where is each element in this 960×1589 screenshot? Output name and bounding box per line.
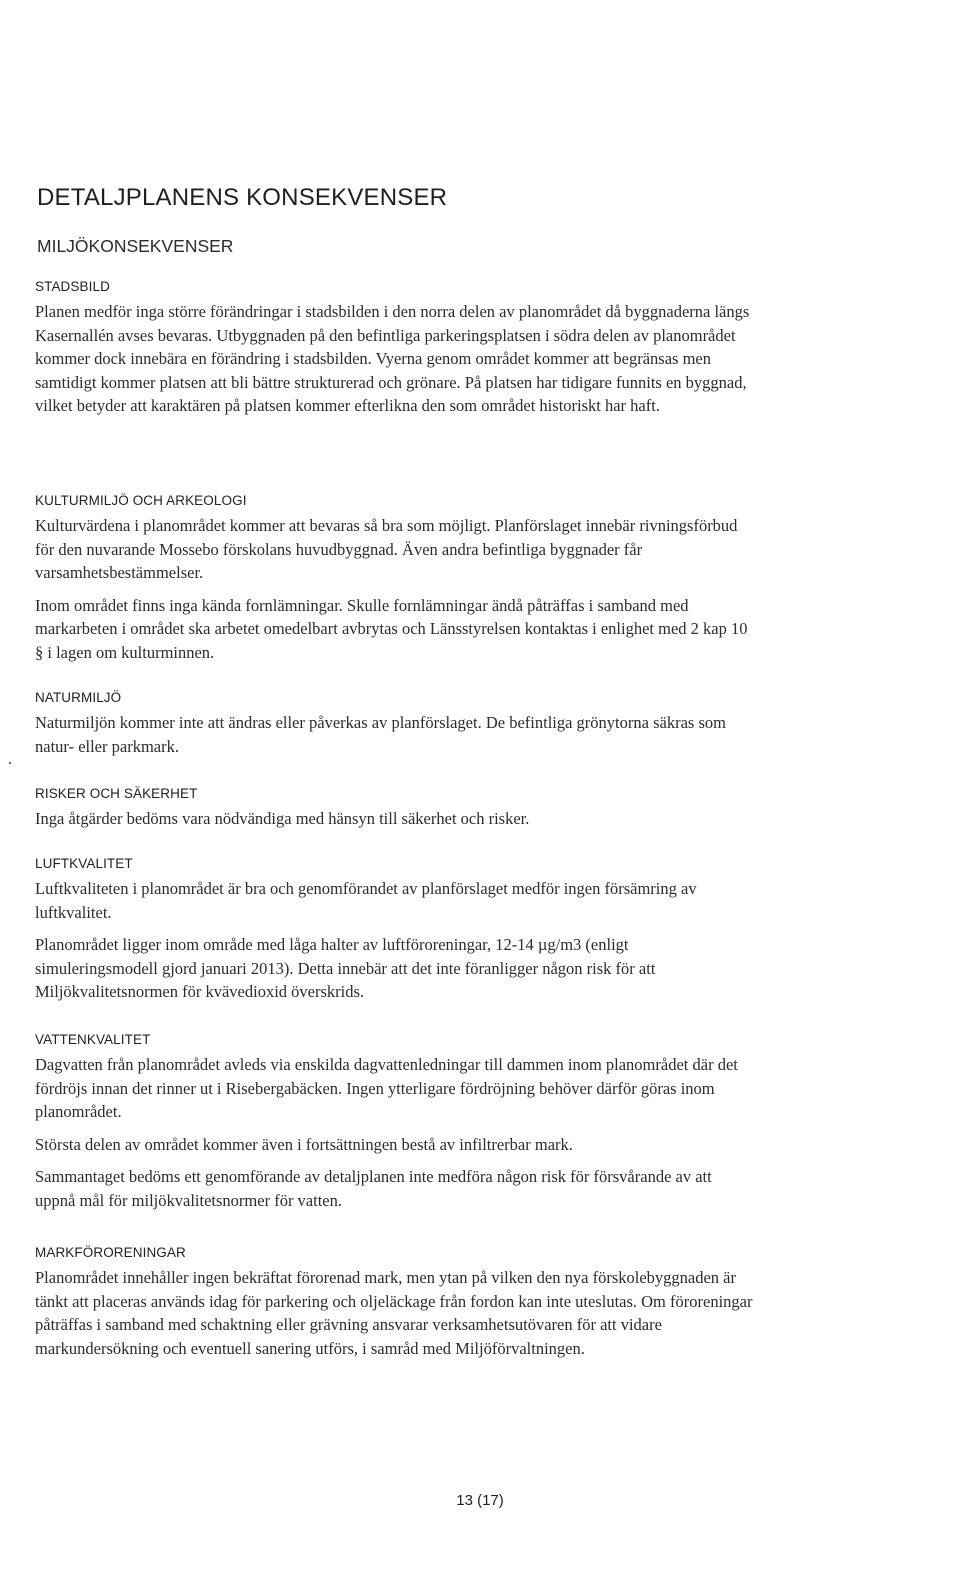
section-heading: MARKFÖRORENINGAR <box>35 1245 186 1260</box>
section-paragraph: Luftkvaliteten i planområdet är bra och genomförandet av planförslaget medför ingen försämring av luftkvalitet. <box>35 879 697 922</box>
section-paragraph: Inom området finns inga kända fornlämningar. Skulle fornlämningar ändå påträffas i samband med markarbeten i området ska arbetet omedelbart avbrytas och Länsstyrelsen kontaktas i enlighet med 2 kap 10 § i lagen om kulturminnen. <box>35 595 748 662</box>
section-heading: KULTURMILJÖ OCH ARKEOLOGI <box>35 493 247 508</box>
section-heading: LUFTKVALITET <box>35 856 133 871</box>
section-vattenkvalitet <box>35 1032 755 1213</box>
section-risker <box>35 786 755 831</box>
section-paragraph: Inga åtgärder bedöms vara nödvändiga med hänsyn till säkerhet och risker. <box>35 809 530 828</box>
section-naturmiljo <box>35 690 755 758</box>
section-stadsbild <box>35 279 755 418</box>
section-paragraph: Dagvatten från planområdet avleds via enskilda dagvattenledningar till dammen inom planområdet där det fördröjs innan det rinner ut i Risebergabäcken. Ingen ytterligare fördröjning behöver därför göras inom planområdet. <box>35 1055 738 1122</box>
section-paragraph: Kulturvärdena i planområdet kommer att bevaras så bra som möjligt. Planförslaget innebär rivningsförbud för den nuvarande Mossebo förskolans huvudbyggnad. Även andra befintliga byggnader får varsamhetsbestämmelser. <box>35 516 738 583</box>
page-title: DETALJPLANENS KONSEKVENSER <box>37 184 448 211</box>
section-kulturmiljo <box>35 493 755 665</box>
section-paragraph: Planen medför inga större förändringar i stadsbilden i den norra delen av planområdet då byggnaderna längs Kasernallén avses bevaras. Utbyggnaden på den befintliga parkeringsplatsen i södra delen av planområdet kommer dock innebära en förändring i stadsbilden. Vyerna genom området kommer att begränsas men samtidigt kommer platsen att bli bättre strukturerad och grönare. På platsen har tidigare funnits en byggnad, vilket betyder att karaktären på platsen kommer efterlikna den som området historiskt har haft. <box>35 302 750 416</box>
section-paragraph: Sammantaget bedöms ett genomförande av detaljplanen inte medföra någon risk för försvårande av att uppnå mål för miljökvalitetsnormer för vatten. <box>35 1167 712 1210</box>
scan-speck <box>9 762 11 764</box>
section-heading: RISKER OCH SÄKERHET <box>35 786 198 801</box>
page-subtitle: MILJÖKONSEKVENSER <box>37 236 234 256</box>
section-heading: NATURMILJÖ <box>35 690 122 705</box>
section-heading: VATTENKVALITET <box>35 1032 151 1047</box>
section-paragraph: Planområdet innehåller ingen bekräftat förorenad mark, men ytan på vilken den nya förskolebyggnaden är tänkt att placeras används idag för parkering och oljeläckage från fordon kan inte uteslutas. Om föroreningar påträffas i samband med schaktning eller grävning ansvarar verksamhetsutövaren för att vidare markundersökning och eventuell sanering utförs, i samråd med Miljöförvaltningen. <box>35 1268 753 1358</box>
section-paragraph: Största delen av området kommer även i fortsättningen bestå av infiltrerbar mark. <box>35 1134 573 1154</box>
section-markfororeningar <box>35 1245 755 1360</box>
section-heading: STADSBILD <box>35 279 110 294</box>
page-number: 13 (17) <box>456 1492 504 1509</box>
section-paragraph: Planområdet ligger inom område med låga halter av luftföroreningar, 12-14 µg/m3 (enligt simuleringsmodell gjord januari 2013). Detta innebär att det inte föranligger någon risk för att Miljökvalitetsnormen för kvävedioxid överskrids. <box>35 935 656 1002</box>
section-luftkvalitet <box>35 856 755 1004</box>
section-paragraph: Naturmiljön kommer inte att ändras eller påverkas av planförslaget. De befintliga grönytorna säkras som natur- eller parkmark. <box>35 713 726 756</box>
